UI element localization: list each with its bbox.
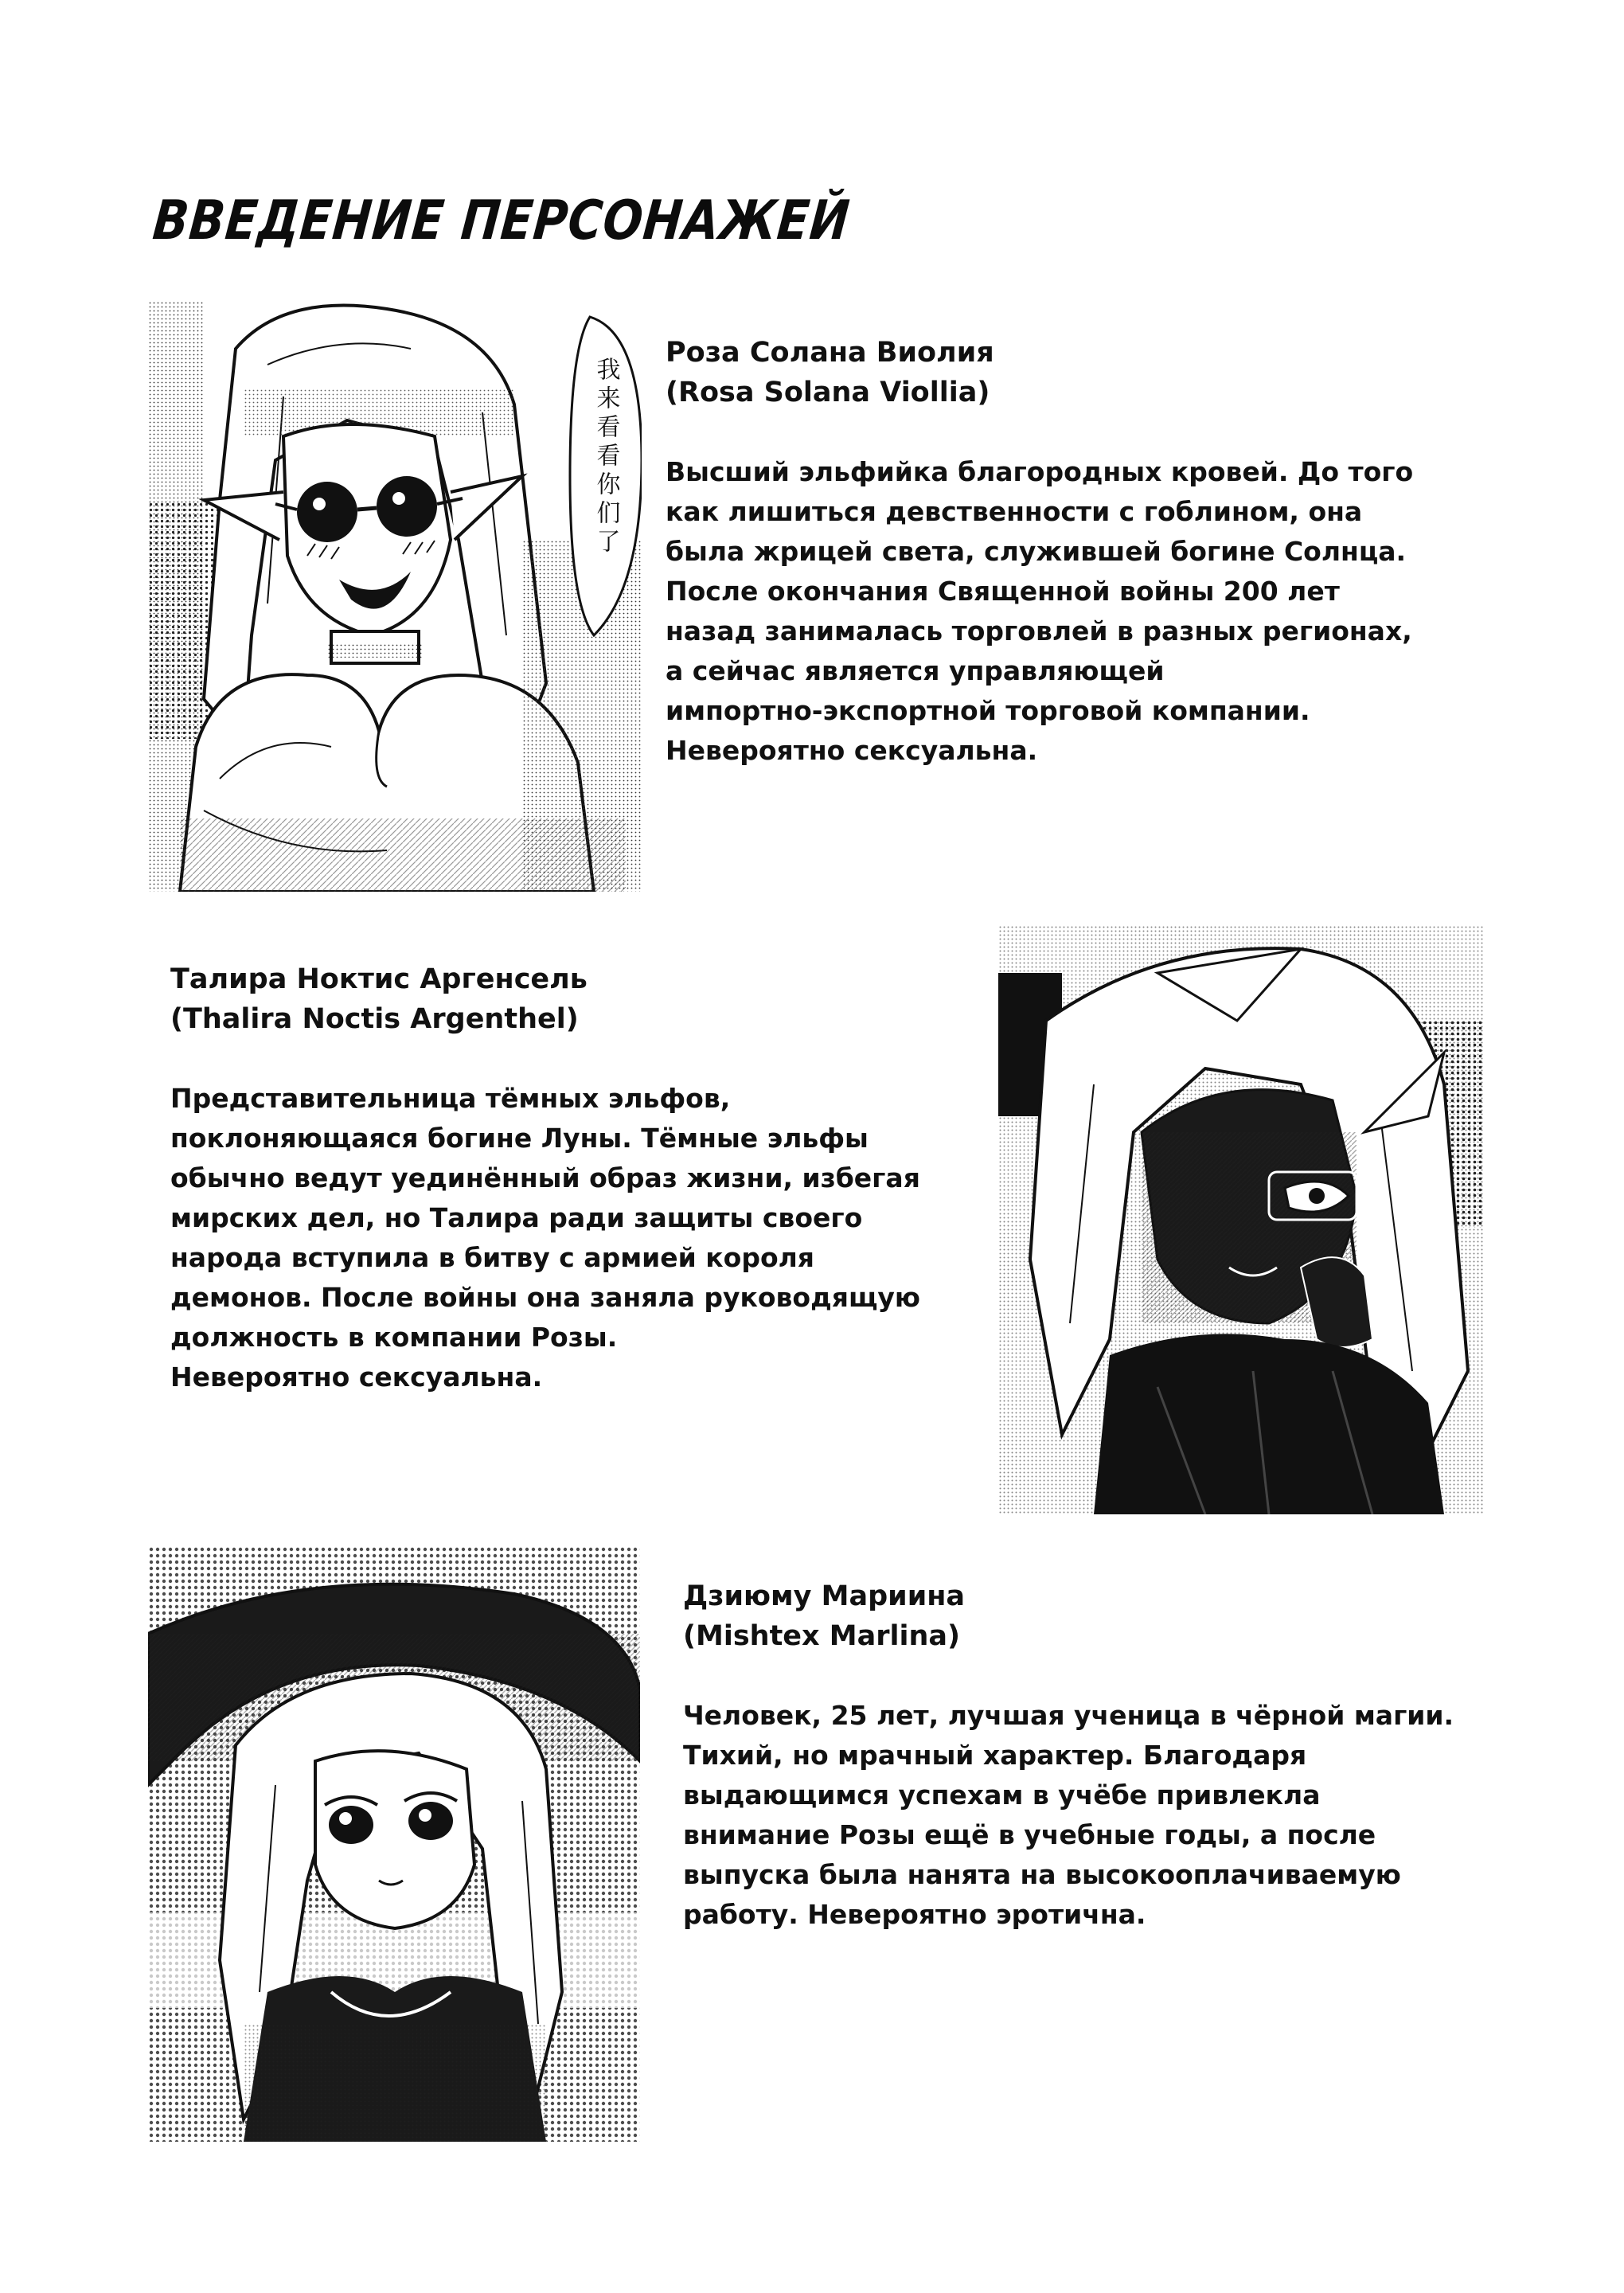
character-name: Роза Солана Виолия <box>666 337 994 369</box>
description-line: Высший эльфийка благородных кровей. До того <box>666 456 1414 487</box>
portrait-rosa-art <box>148 301 642 892</box>
description-line: мирских дел, но Талира ради защиты своего <box>170 1202 863 1233</box>
description-line: назад занималась торговлей в разных регионах, <box>666 615 1412 646</box>
bio-marlina <box>683 1576 1454 1935</box>
portrait-marlina <box>148 1546 640 2142</box>
description-line: импортно-экспортной торговой компании. <box>666 695 1310 726</box>
description-line: как лишиться девственности с гоблином, она <box>666 496 1363 527</box>
description-line: должность в компании Розы. <box>170 1322 618 1353</box>
description-line: народа вступила в битву с армией короля <box>170 1242 814 1273</box>
description-line: После окончания Священной войны 200 лет <box>666 576 1340 607</box>
description-line: Невероятно сексуальна. <box>666 735 1038 766</box>
description-line: была жрицей света, служившей богине Солнца. <box>666 536 1407 567</box>
description-line: а сейчас является управляющей <box>666 655 1165 686</box>
description-line: Человек, 25 лет, лучшая ученица в чёрной магии. <box>683 1700 1454 1731</box>
page-title: ВВЕДЕНИЕ ПЕРСОНАЖЕЙ <box>150 189 853 252</box>
description-line: демонов. После войны она заняла руководящую <box>170 1282 921 1313</box>
speech-bubble-text: 我来看看你们了 <box>591 357 620 557</box>
character-name: Талира Ноктис Аргенсель <box>170 963 588 995</box>
character-name-latin: (Mishtex Marlina) <box>683 1620 961 1652</box>
portrait-marlina-art <box>148 1546 640 2142</box>
description-line: выдающимся успехам в учёбе привлекла <box>683 1779 1321 1811</box>
bio-thalira <box>170 959 920 1397</box>
bio-rosa <box>666 333 1413 771</box>
description-line: поклоняющаяся богине Луны. Тёмные эльфы <box>170 1123 869 1154</box>
character-name-latin: (Rosa Solana Viollia) <box>666 377 990 408</box>
character-name: Дзиюму Мариина <box>683 1580 966 1612</box>
description-line: выпуска была нанята на высокооплачиваемую <box>683 1859 1401 1890</box>
description-line: внимание Розы ещё в учебные годы, а после <box>683 1819 1376 1850</box>
portrait-rosa <box>148 301 642 892</box>
character-name-latin: (Thalira Noctis Argenthel) <box>170 1003 579 1035</box>
portrait-thalira-art <box>998 925 1484 1514</box>
portrait-thalira <box>998 925 1484 1514</box>
description-line: обычно ведут уединённый образ жизни, избегая <box>170 1162 920 1193</box>
description-line: Тихий, но мрачный характер. Благодаря <box>683 1740 1307 1771</box>
description-line: Невероятно сексуальна. <box>170 1361 543 1393</box>
description-line: Представительница тёмных эльфов, <box>170 1083 731 1114</box>
description-line: работу. Невероятно эротична. <box>683 1899 1146 1930</box>
